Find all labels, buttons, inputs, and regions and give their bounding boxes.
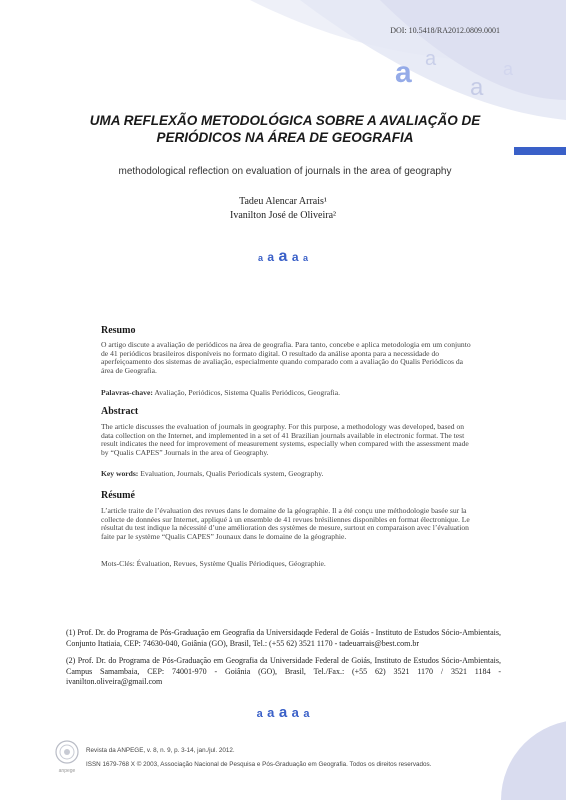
logo-mark-top [200,248,366,266]
article-subtitle: methodological reflection on evaluation of journals in the area of geography [118,166,452,177]
svg-text:anpege: anpege [58,768,76,774]
svg-text:a: a [395,56,412,89]
resumo-heading: Resumo [101,325,136,336]
svg-text:a: a [425,48,437,70]
resumo-keywords-list: Avaliação, Periódicos, Sistema Qualis Periódicos, Geografia. [152,388,341,397]
logo-mark-bottom [200,704,366,722]
logo-glyph: a [303,253,309,263]
svg-text:a: a [503,59,514,79]
resumo-keywords-label: Palavras-chave: [101,388,153,397]
logo-glyph: a [278,704,288,721]
issn-copyright: ISSN 1679-768 X © 2003, Associação Nacional de Pesquisa e Pós-Graduação em Geografia. Todos os direitos reservados. [86,761,432,768]
author-2: Ivanilton José de Oliveira² [229,210,337,221]
author-1: Tadeu Alencar Arrais¹ [239,196,327,207]
abstract-body: The article discusses the evaluation of journals in geography. For this purpose, a methodology was developed, based on data collection on the Internet, and implemented in a set of 41 Brazilian journals available in electronic format. The test result indicates the need for improvement of measurement systems, especially when compared with the assessment made by “Qualis CAPES” Journals in the area of Geography. [101,422,469,457]
abstract-keywords-label: Key words: [101,469,139,478]
resume-body: L’article traite de l’évaluation des revues dans le domaine de la géographie. Il a été conçu une méthodologie basée sur la collecte de données sur Internet, appliqué à un ensemble de 41 revues brésiliennes disponibles en format électronique. Le résultat du test indique la nécessité d’une amélioration des systèmes de mesure, surtout en comparaison avec l’évaluation faite par le système “Qualis CAPES” Jounaux dans le domaine de la géographie. [101,506,470,541]
logo-glyph: a [257,253,263,263]
article-title-line2: PERIÓDICOS NA ÁREA DE GEOGRAFIA [156,130,414,145]
svg-text:a: a [470,74,484,101]
anpege-seal-logo [54,739,80,775]
logo-glyph: a [291,705,299,720]
footnote-2: (2) Prof. Dr. do Programa de Pós-Graduação em Geografia da Universidade Federal de Goiás, Instituto de Estudos Sócio-Ambientais, Campus Samambaia, CEP: 74001-970 - Goiânia (GO), Brasil, Tel./Fax.: (+55 62) 3521 1170 / 3521 1184 - ivanilton.oliveira@gmail.com [66,656,501,686]
abstract-heading: Abstract [101,406,139,417]
logo-glyph: a [291,250,299,264]
logo-glyph: a [303,708,310,720]
abstract-keywords [101,470,471,479]
logo-glyph: a [256,708,263,720]
journal-citation: Revista da ANPEGE, v. 8, n. 9, p. 3-14, jan./jul. 2012. [86,747,235,754]
logo-glyph: a [278,248,288,265]
footnote-1: (1) Prof. Dr. do Programa de Pós-Graduação em Geografia da Universidaqde Federal de Goiás - Instituto de Estudos Sócio-Ambientais, Conjunto Itatiaia, CEP: 74630-040, Goiânia (GO), Brasil, Tel.: (+55 62) 3521 1170 - tadeuarrais@best.com.br [66,628,501,648]
abstract-keywords-list: Evaluation, Journals, Qualis Periodicals system, Geography. [138,469,324,478]
resumo-keywords [101,389,471,398]
resume-keywords: Mots-Clés: Évaluation, Revues, Système Qualis Périodiques, Géographie. [101,559,326,568]
article-title-line1: UMA REFLEXÃO METODOLÓGICA SOBRE A AVALIAÇÃO DE [89,113,481,128]
article-title [60,112,510,146]
resume-heading: Résumé [101,490,135,501]
resumo-body: O artigo discute a avaliação de periódicos na área de geografia. Para tanto, concebe e aplica metodologia em um conjunto de 41 periódicos brasileiros disponíveis no formato digital. O resultado da análise aponta para a necessidade do aperfeiçoamento dos sistemas de avaliação, especialmente quando comparado com a avaliação do Qualis Periódicos da área de Geografia. [101,340,471,375]
logo-glyph: a [267,705,275,720]
accent-bar [514,147,566,155]
logo-glyph: a [267,250,275,264]
doi-label: DOI: 10.5418/RA2012.0809.0001 [390,26,500,35]
corner-circle-decoration [486,700,566,800]
